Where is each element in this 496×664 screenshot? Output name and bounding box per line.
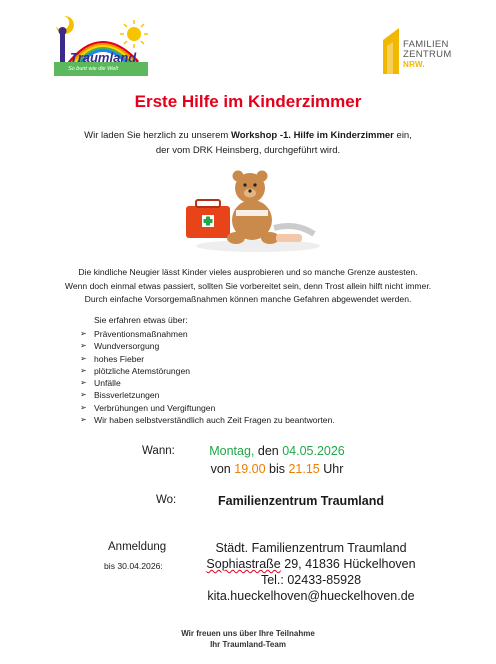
list-item: ➢ plötzliche Atemstörungen bbox=[80, 365, 335, 377]
familienzentrum-logo bbox=[383, 26, 465, 74]
contact-address bbox=[196, 556, 426, 572]
closing-line2: Ihr Traumland-Team bbox=[210, 640, 286, 649]
logo-text-nrw: NRW. bbox=[403, 60, 425, 69]
teddy-first-aid-photo bbox=[178, 168, 320, 252]
traumland-logo bbox=[46, 12, 156, 78]
when-label: Wann: bbox=[142, 445, 175, 457]
paragraph-line: Durch einfache Vorsorgemaßnahmen können manche Gefahren abgewendet werden. bbox=[84, 294, 412, 304]
topics-list bbox=[80, 328, 335, 426]
list-item: ➢ Bissverletzungen bbox=[80, 389, 335, 401]
list-item: ➢ hohes Fieber bbox=[80, 353, 335, 365]
event-location: Familienzentrum Traumland bbox=[218, 494, 385, 508]
registration-deadline: bis 30.04.2026: bbox=[104, 561, 163, 571]
event-time bbox=[0, 462, 496, 476]
registration-contact bbox=[196, 540, 426, 604]
logo-text-familien: FAMILIEN bbox=[403, 39, 449, 50]
closing-line1: Wir freuen uns über Ihre Teilnahme bbox=[181, 629, 315, 638]
event-date-value: 04.05.2026 bbox=[282, 444, 345, 458]
event-date bbox=[0, 444, 496, 458]
list-item: ➢ Wir haben selbstverständlich auch Zeit Fragen zu beantworten. bbox=[80, 414, 335, 426]
date-den: den bbox=[254, 444, 283, 458]
contact-email[interactable]: kita.hueckelhoven@hueckelhoven.de bbox=[207, 589, 415, 603]
event-start-time: 19.00 bbox=[234, 462, 266, 476]
sun-icon bbox=[127, 27, 141, 41]
intro-text bbox=[30, 128, 466, 158]
closing-text bbox=[0, 628, 496, 650]
event-day: Montag, bbox=[209, 444, 255, 458]
logo-text-zentrum: ZENTRUM bbox=[403, 49, 452, 60]
registration-label: Anmeldung bbox=[108, 541, 167, 553]
page-title: Erste Hilfe im Kinderzimmer bbox=[134, 92, 362, 111]
where-label: Wo: bbox=[156, 494, 177, 506]
paragraph-line: Die kindliche Neugier lässt Kinder vieles ausprobieren und so manche Grenze austesten. bbox=[78, 267, 418, 277]
time-uhr: Uhr bbox=[319, 462, 344, 476]
description-paragraph bbox=[20, 266, 476, 307]
contact-street-rest: 29, 41836 Hückelhoven bbox=[280, 557, 416, 571]
traumland-tagline: So bunt wie die Welt bbox=[68, 66, 119, 72]
list-item: ➢ Wundversorgung bbox=[80, 340, 335, 352]
contact-phone: Tel.: 02433-85928 bbox=[260, 573, 362, 587]
intro-line1-post: ein, bbox=[393, 130, 412, 141]
traumland-wordmark: Traumland bbox=[70, 50, 137, 65]
workshop-name: Workshop -1. Hilfe im Kinderzimmer bbox=[230, 130, 394, 141]
list-item: ➢ Präventionsmaßnahmen bbox=[80, 328, 335, 340]
list-item: ➢ Verbrühungen und Vergiftungen bbox=[80, 402, 335, 414]
time-von: von bbox=[210, 462, 235, 476]
paragraph-line: Wenn doch einmal etwas passiert, sollten Sie vorbereitet sein, denn Trost allein hilft nicht immer. bbox=[64, 280, 432, 291]
list-item: ➢ Unfälle bbox=[80, 377, 335, 389]
topics-intro: Sie erfahren etwas über: bbox=[94, 315, 188, 325]
contact-org: Städt. Familienzentrum Traumland bbox=[215, 541, 407, 555]
time-bis: bis bbox=[265, 462, 289, 476]
intro-line2: der vom DRK Heinsberg, durchgeführt wird. bbox=[155, 145, 341, 156]
contact-street: Sophiastraße bbox=[206, 557, 281, 571]
intro-line1-pre: Wir laden Sie herzlich zu unserem bbox=[84, 130, 231, 141]
event-end-time: 21.15 bbox=[288, 462, 320, 476]
